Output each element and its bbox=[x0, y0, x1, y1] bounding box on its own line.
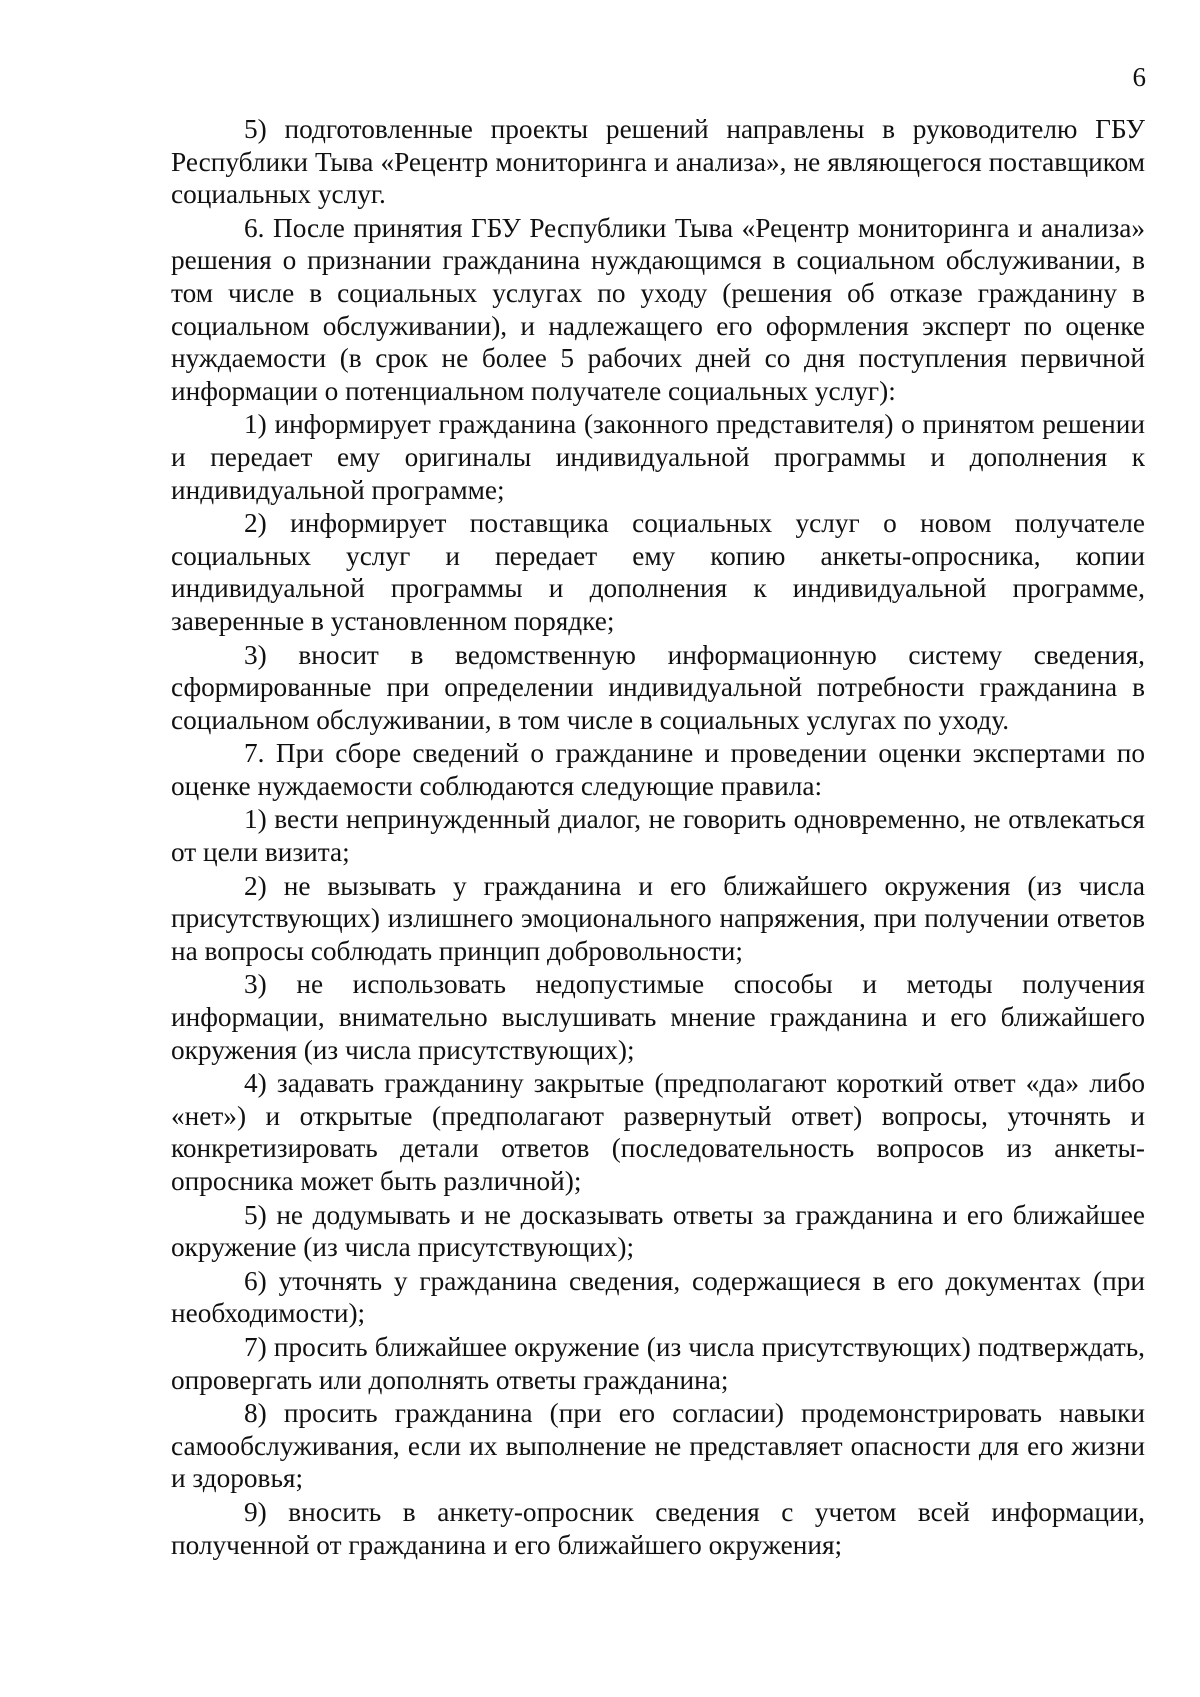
paragraph: 4) задавать гражданину закрытые (предполагают короткий ответ «да» либо «нет») и открытые (предполагают развернутый ответ) вопросы, уточнять и конкретизировать детали ответов (последовательность вопросов из анкеты-опросника может быть различной); bbox=[171, 1068, 1145, 1196]
paragraph: 9) вносить в анкету-опросник сведения с учетом всей информации, полученной от гражданина и его ближайшего окружения; bbox=[171, 1496, 1145, 1560]
paragraph: 5) не додумывать и не досказывать ответы за гражданина и его ближайшее окружение (из числа присутствующих); bbox=[171, 1199, 1145, 1263]
paragraph: 6. После принятия ГБУ Республики Тыва «Рецентр мониторинга и анализа» решения о признании гражданина нуждающимся в социальном обслуживании, в том числе в социальных услугах по уходу (решения об отказе гражданину в социальном обслуживании), и надлежащего его оформления эксперт по оценке нуждаемости (в срок не более 5 рабочих дней со дня поступления первичной информации о потенциальном получателе социальных услуг): bbox=[171, 212, 1145, 406]
paragraph: 7) просить ближайшее окружение (из числа присутствующих) подтверждать, опровергать или дополнять ответы гражданина; bbox=[171, 1331, 1145, 1395]
paragraph: 2) информирует поставщика социальных услуг о новом получателе социальных услуг и передает ему копию анкеты-опросника, копии индивидуальной программы и дополнения к индивидуальной программе, заверенные в установленном порядке; bbox=[171, 508, 1145, 636]
paragraph: 1) информирует гражданина (законного представителя) о принятом решении и передает ему оригиналы индивидуальной программы и дополнения к индивидуальной программе; bbox=[171, 409, 1145, 505]
paragraph: 7. При сборе сведений о гражданине и проведении оценки экспертами по оценке нуждаемости соблюдаются следующие правила: bbox=[171, 738, 1145, 801]
paragraph: 2) не вызывать у гражданина и его ближайшего окружения (из числа присутствующих) излишнего эмоционального напряжения, при получении ответов на вопросы соблюдать принцип добровольности; bbox=[171, 870, 1145, 966]
page-number: 6 bbox=[1132, 62, 1146, 92]
paragraph: 1) вести непринужденный диалог, не говорить одновременно, не отвлекаться от цели визита; bbox=[171, 804, 1145, 868]
paragraph: 3) вносит в ведомственную информационную систему сведения, сформированные при определении индивидуальной потребности гражданина в социальном обслуживании, в том числе в социальных услугах по уходу. bbox=[171, 639, 1145, 735]
document-body bbox=[171, 113, 1145, 1561]
paragraph: 5) подготовленные проекты решений направлены в руководителю ГБУ Республики Тыва «Рецентр мониторинга и анализа», не являющегося поставщиком социальных услуг. bbox=[171, 114, 1145, 210]
paragraph: 3) не использовать недопустимые способы и методы получения информации, внимательно выслушивать мнение гражданина и его ближайшего окружения (из числа присутствующих); bbox=[171, 969, 1145, 1065]
paragraph: 6) уточнять у гражданина сведения, содержащиеся в его документах (при необходимости); bbox=[171, 1265, 1145, 1329]
paragraph: 8) просить гражданина (при его согласии) продемонстрировать навыки самообслуживания, если их выполнение не представляет опасности для его жизни и здоровья; bbox=[171, 1398, 1145, 1494]
